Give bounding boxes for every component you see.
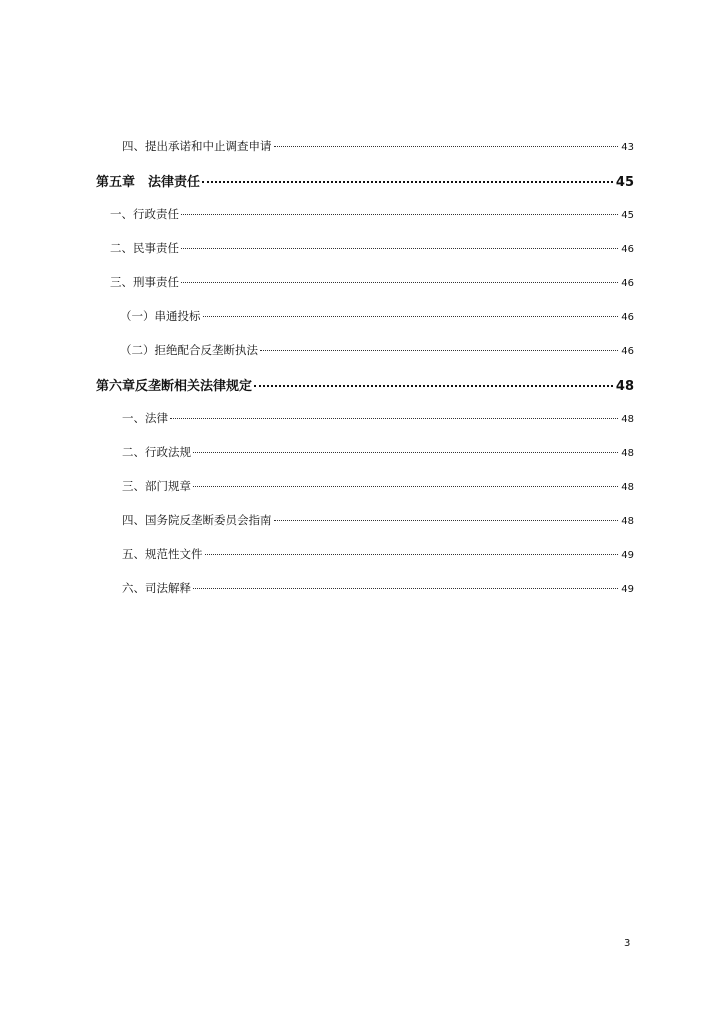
toc-leader xyxy=(181,282,618,283)
toc-leader xyxy=(170,418,618,419)
toc-chapter-entry[interactable] xyxy=(0,171,634,190)
toc-chapter-entry[interactable] xyxy=(0,375,634,394)
toc-entry-page: 48 xyxy=(621,448,634,459)
toc-entry-label: 第六章反垄断相关法律规定 xyxy=(96,379,253,394)
toc-leader xyxy=(181,248,618,249)
page-number: 3 xyxy=(624,938,631,949)
toc-entry[interactable] xyxy=(0,308,634,324)
toc-leader xyxy=(254,385,613,387)
toc-entry-page: 45 xyxy=(621,210,634,221)
toc-entry-label: 六、司法解释 xyxy=(122,581,191,595)
toc-entry[interactable] xyxy=(0,546,634,562)
toc-entry-page: 46 xyxy=(621,346,634,357)
toc-entry-label: 四、国务院反垄断委员会指南 xyxy=(122,513,272,527)
toc-entry-page: 48 xyxy=(621,516,634,527)
toc-leader xyxy=(274,520,619,521)
toc-entry-label: （二）拒绝配合反垄断执法 xyxy=(120,343,258,357)
toc-leader xyxy=(274,146,619,147)
toc-entry[interactable] xyxy=(0,410,634,426)
toc-entry-page: 45 xyxy=(615,175,634,190)
toc-entry-label: 五、规范性文件 xyxy=(122,547,203,561)
toc-entry[interactable] xyxy=(0,138,634,154)
toc-entry-page: 46 xyxy=(621,278,634,289)
toc-entry[interactable] xyxy=(0,512,634,528)
toc-entry-page: 48 xyxy=(621,414,634,425)
toc-entry[interactable] xyxy=(0,580,634,596)
toc-entry-page: 46 xyxy=(621,244,634,255)
toc-leader xyxy=(260,350,618,351)
toc-entry[interactable] xyxy=(0,206,634,222)
toc-entry[interactable] xyxy=(0,342,634,358)
toc-entry-page: 43 xyxy=(621,142,634,153)
toc-leader xyxy=(193,588,618,589)
toc-leader xyxy=(193,486,618,487)
toc-entry-page: 46 xyxy=(621,312,634,323)
toc-leader xyxy=(181,214,618,215)
toc-entry[interactable] xyxy=(0,444,634,460)
toc-entry-page: 49 xyxy=(621,584,634,595)
toc-leader xyxy=(205,554,619,555)
toc-entry-label: 三、刑事责任 xyxy=(110,275,179,289)
toc-entry-page: 48 xyxy=(615,379,634,394)
toc-entry-label: 三、部门规章 xyxy=(122,479,191,493)
toc-entry-label: 二、行政法规 xyxy=(122,445,191,459)
toc-entry-label: 一、法律 xyxy=(122,411,168,425)
toc-entry-label: 第五章 法律责任 xyxy=(96,175,201,190)
toc-entry[interactable] xyxy=(0,274,634,290)
toc-entry-label: 一、行政责任 xyxy=(110,207,179,221)
toc-entry-label: 四、提出承诺和中止调查申请 xyxy=(122,139,272,153)
toc-entry[interactable] xyxy=(0,478,634,494)
toc-entry-page: 49 xyxy=(621,550,634,561)
toc-entry[interactable] xyxy=(0,240,634,256)
toc-leader xyxy=(203,316,619,317)
toc-entry-label: 二、民事责任 xyxy=(110,241,179,255)
toc-leader xyxy=(193,452,618,453)
toc-entry-page: 48 xyxy=(621,482,634,493)
toc-entry-label: （一）串通投标 xyxy=(120,309,201,323)
toc-leader xyxy=(202,181,613,183)
